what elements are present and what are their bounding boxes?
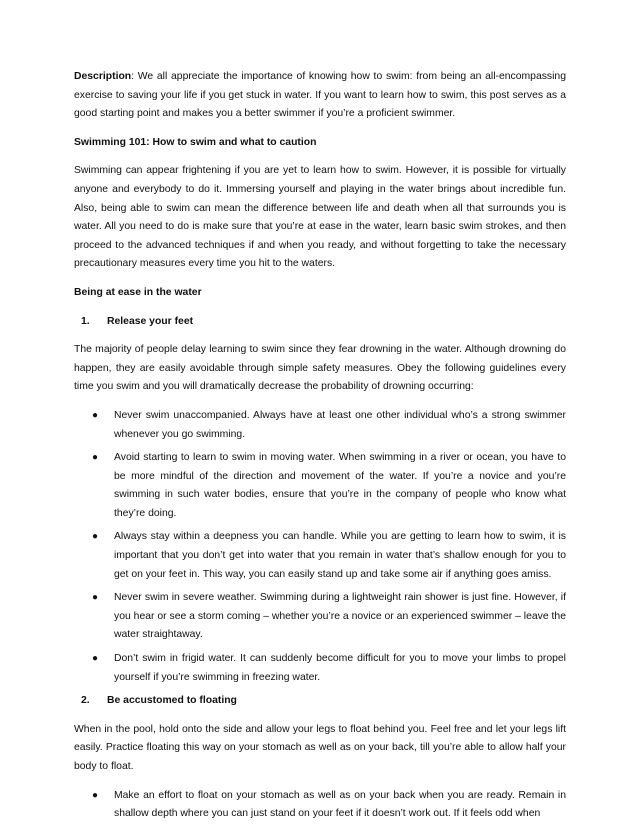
- section1-paragraph: Swimming can appear frightening if you are yet to learn how to swim. However, it is possible for virtually anyone and everybody to do it. Immersing yourself and playing in the water brings about incredible fun. Also, being able to swim can mean the difference between life and death when all that surrounds you is water. All you need to do is make sure that you’re at ease in the water, learn basic swim strokes, and then proceed to the advanced techniques if and when you ready, and without forgetting to take the necessary precautionary measures every time you hit to the waters.: [74, 165, 566, 270]
- description-label: Description: [74, 71, 132, 82]
- item-title: Release your feet: [107, 315, 194, 327]
- bullet-icon: ●: [92, 789, 99, 801]
- list-item-text: Never swim in severe weather. Swimming during a lightweight rain shower is just fine. However, if you hear or see a storm coming – whether you’re a novice or an experienced swimmer – leave the water straightaway.: [114, 592, 566, 641]
- bullet-icon: ●: [92, 531, 99, 543]
- list-item: [74, 787, 566, 824]
- item-number: 2.: [81, 695, 90, 707]
- numbered-heading-release-feet: [74, 313, 566, 332]
- numbered-heading-floating: [74, 692, 566, 711]
- list-item-text: Never swim unaccompanied. Always have at least one other individual who’s a strong swimmer whenever you go swimming.: [114, 409, 566, 440]
- release-feet-paragraph: The majority of people delay learning to swim since they fear drowning in the water. Although drowning do happen, they are easily avoidable through simple safety measures. Obey the following guidelines every time you swim and you will dramatically decrease the probability of drowning occurring:: [74, 344, 566, 393]
- bullet-icon: ●: [92, 653, 99, 665]
- safety-guidelines-list: [74, 407, 566, 687]
- section-heading-swimming-101: Swimming 101: How to swim and what to caution: [74, 136, 317, 148]
- list-item: [74, 407, 566, 444]
- bullet-icon: ●: [92, 452, 99, 464]
- description-text: : We all appreciate the importance of knowing how to swim: from being an all-encompassing exercise to saving your life if you get stuck in water. If you want to learn how to swim, this post serves as a good starting point and makes you a better swimmer if you’re a proficient swimmer.: [74, 71, 566, 120]
- item-title: Be accustomed to floating: [107, 695, 237, 707]
- item-number: 1.: [81, 315, 90, 327]
- section-heading-at-ease: Being at ease in the water: [74, 286, 202, 298]
- bullet-icon: ●: [92, 592, 99, 604]
- description-paragraph: [74, 68, 566, 124]
- list-item-text: Make an effort to float on your stomach as well as on your back when you are ready. Remain in shallow depth where you can just stand on your feet if it doesn’t work out. If it feels odd when: [114, 789, 566, 820]
- document-page: [74, 68, 566, 829]
- floating-paragraph: When in the pool, hold onto the side and allow your legs to float behind you. Feel free and let your legs lift easily. Practice floating this way on your stomach as well as on your back, till you’re able to allow half your body to float.: [74, 723, 566, 772]
- list-item-text: Avoid starting to learn to swim in moving water. When swimming in a river or ocean, you have to be more mindful of the direction and movement of the water. If you’re a novice and you’re swimming in such water bodies, ensure that you’re in the company of people who know what they’re doing.: [114, 452, 566, 519]
- list-item-text: Don’t swim in frigid water. It can suddenly become difficult for you to move your limbs to propel yourself if you’re swimming in freezing water.: [114, 653, 566, 683]
- floating-tips-list: [74, 787, 566, 824]
- list-item: [74, 449, 566, 523]
- bullet-icon: ●: [92, 409, 99, 421]
- list-item: [74, 589, 566, 645]
- list-item: [74, 650, 566, 687]
- list-item-text: Always stay within a deepness you can handle. While you are getting to learn how to swim, it is important that you don’t get into water that you remain in water that’s shallow enough for you to get on your feet in. This way, you can easily stand up and take some air if anything goes amiss.: [114, 531, 566, 580]
- list-item: [74, 528, 566, 584]
